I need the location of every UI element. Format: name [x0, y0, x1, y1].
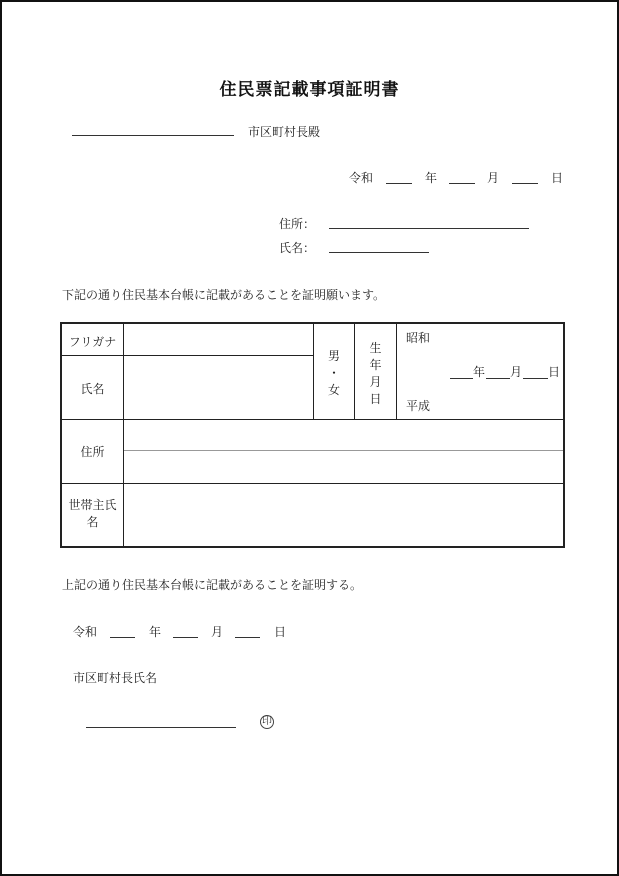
mayor-name-field[interactable]	[86, 727, 236, 728]
date-month-char: 月	[487, 171, 500, 185]
resident-info-table	[60, 322, 565, 548]
applicant-address-field[interactable]	[329, 228, 529, 229]
applicant-address-label: 住所：	[279, 217, 316, 231]
householder-input-cell[interactable]	[125, 485, 563, 546]
furigana-label: フリガナ	[68, 335, 117, 349]
birth-char-2: 年	[369, 358, 382, 372]
applicant-name-label: 氏名：	[279, 241, 316, 255]
addressee-suffix: 市区町村長殿	[248, 125, 321, 139]
era-showa[interactable]: 昭和	[406, 331, 431, 345]
applicant-name-field[interactable]	[329, 252, 429, 253]
table-hline-row1	[62, 419, 563, 420]
birth-month-char: 月	[510, 365, 523, 379]
birth-year-blank[interactable]	[450, 378, 473, 379]
birth-year-char: 年	[473, 365, 486, 379]
birth-day-char: 日	[548, 365, 561, 379]
gender-cell[interactable]	[314, 348, 354, 399]
date-day-blank[interactable]	[512, 183, 538, 184]
era-heisei[interactable]: 平成	[406, 399, 431, 413]
birth-day-blank[interactable]	[523, 378, 548, 379]
gender-male: 男	[327, 349, 340, 363]
gender-female: 女	[327, 383, 340, 397]
table-vline-birth-right	[396, 324, 397, 419]
birth-char-4: 日	[369, 392, 382, 406]
address-input-cell[interactable]	[125, 421, 563, 482]
cert-date-month-char: 月	[211, 625, 224, 639]
gender-dot: ・	[327, 366, 340, 380]
householder-label-line2: 名	[86, 515, 99, 529]
name-input-cell[interactable]	[125, 357, 312, 418]
date-month-blank[interactable]	[449, 183, 475, 184]
cert-date-month-blank[interactable]	[173, 637, 198, 638]
furigana-input-cell[interactable]	[125, 324, 312, 354]
cert-date-year-blank[interactable]	[110, 637, 135, 638]
addressee-blank[interactable]	[72, 135, 234, 136]
householder-label-line1: 世帯主氏	[68, 498, 117, 512]
householder-label	[62, 497, 123, 531]
cert-date-year-char: 年	[149, 625, 162, 639]
cert-date-day-blank[interactable]	[235, 637, 260, 638]
cert-date-era: 令和	[73, 625, 98, 639]
date-year-char: 年	[425, 171, 438, 185]
request-text: 下記の通り住民基本台帳に記載があることを証明願います。	[62, 288, 386, 302]
birth-char-3: 月	[369, 375, 382, 389]
certify-text: 上記の通り住民基本台帳に記載があることを証明する。	[62, 578, 363, 592]
name-label: 氏名	[80, 382, 105, 396]
date-day-char: 日	[551, 171, 564, 185]
table-vline-label-col	[123, 324, 124, 546]
address-label: 住所	[80, 445, 105, 459]
seal-mark: 印	[262, 716, 272, 727]
date-era: 令和	[349, 171, 374, 185]
document-title: 住民票記載事項証明書	[219, 80, 400, 100]
birthdate-label	[355, 340, 396, 408]
birth-char-1: 生	[369, 341, 382, 355]
date-year-blank[interactable]	[386, 183, 412, 184]
mayor-name-label: 市区町村長氏名	[73, 671, 158, 685]
table-hline-furigana	[62, 355, 313, 356]
table-hline-row2	[62, 483, 563, 484]
cert-date-day-char: 日	[274, 625, 287, 639]
birth-month-blank[interactable]	[486, 378, 510, 379]
